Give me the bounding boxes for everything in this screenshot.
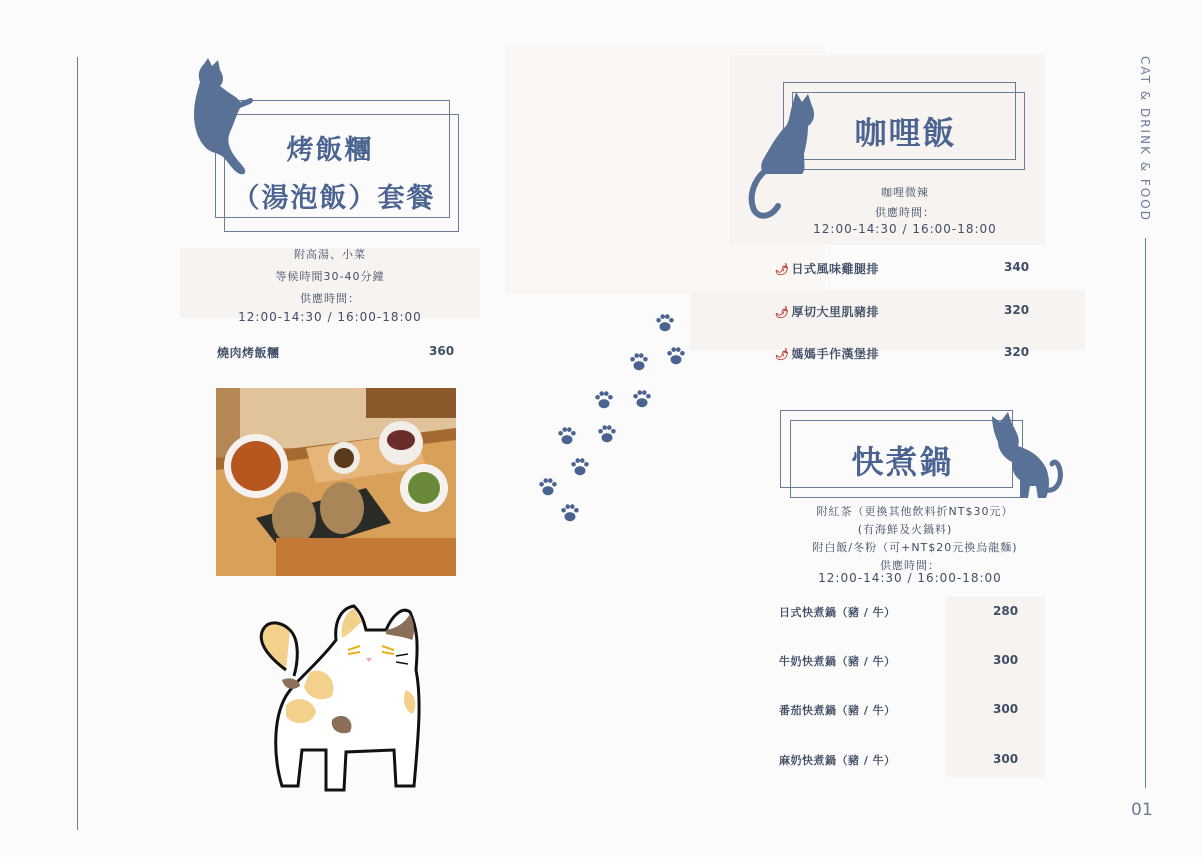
cat-silhouette-icon — [746, 92, 818, 220]
hotpot-info-line: 附紅茶（更換其他飲料折NT$30元） — [816, 505, 1014, 518]
rice-info-line: 12:00-14:30 / 16:00-18:00 — [238, 310, 422, 324]
right-border-line — [1145, 238, 1146, 788]
page-number: 01 — [1131, 800, 1153, 820]
menu-item-price: 280 — [993, 604, 1019, 618]
curry-title: 咖哩飯 — [854, 114, 957, 152]
menu-item-name: 牛奶快煮鍋（豬 / 牛） — [779, 655, 896, 668]
paw-print-icon — [654, 312, 676, 334]
calico-cat-illustration — [246, 600, 426, 800]
paw-print-icon — [596, 423, 618, 445]
paw-print-icon — [556, 425, 578, 447]
menu-item-price: 300 — [993, 653, 1019, 667]
hotpot-info-line: 供應時間： — [880, 559, 940, 572]
bg-block — [945, 597, 1045, 777]
rice-info-line: 附高湯、小菜 — [294, 248, 366, 261]
paw-print-icon — [665, 345, 687, 367]
rice-title-line2: （湯泡飯）套餐 — [232, 183, 436, 214]
rice-info-line: 等候時間30-40分鐘 — [275, 270, 385, 283]
menu-item-price: 300 — [993, 702, 1019, 716]
menu-item-name: 麻奶快煮鍋（豬 / 牛） — [779, 754, 896, 767]
menu-item-name — [775, 345, 879, 362]
curry-info-line: 12:00-14:30 / 16:00-18:00 — [813, 222, 997, 236]
menu-item-label: 媽媽手作漢堡排 — [791, 347, 879, 361]
hotpot-info-line: 12:00-14:30 / 16:00-18:00 — [818, 571, 1002, 585]
hotpot-info-line: 附白飯/冬粉（可+NT$20元換烏龍麵) — [812, 541, 1018, 554]
menu-item-price: 320 — [1004, 303, 1030, 317]
chili-pepper-icon: 🌶 — [775, 348, 790, 361]
menu-item-price: 300 — [993, 752, 1019, 766]
bg-block — [690, 290, 1085, 350]
menu-item-name — [775, 303, 879, 320]
food-photo — [216, 388, 456, 576]
paw-print-icon — [628, 351, 650, 373]
hotpot-title: 快煮鍋 — [851, 443, 954, 481]
chili-pepper-icon: 🌶 — [775, 263, 790, 276]
paw-print-icon — [631, 388, 653, 410]
paw-print-icon — [569, 456, 591, 478]
rice-info-line: 供應時間： — [300, 292, 360, 305]
curry-info-line: 供應時間： — [875, 206, 935, 219]
menu-item-price: 320 — [1004, 345, 1030, 359]
menu-item-name — [775, 260, 879, 277]
side-label: CAT & DRINK & FOOD — [1138, 56, 1152, 222]
menu-item-label: 日式風味雞腿排 — [791, 262, 879, 276]
curry-info-line: 咖哩微辣 — [881, 186, 929, 199]
chili-pepper-icon: 🌶 — [775, 306, 790, 319]
paw-print-icon — [593, 389, 615, 411]
menu-item-name: 日式快煮鍋（豬 / 牛） — [779, 606, 896, 619]
paw-print-icon — [537, 476, 559, 498]
rice-title-line1: 烤飯糰 — [286, 135, 374, 166]
cat-silhouette-icon — [990, 410, 1068, 500]
menu-item-name: 番茄快煮鍋（豬 / 牛） — [779, 704, 896, 717]
menu-item-price: 360 — [429, 344, 455, 358]
menu-item-price: 340 — [1004, 260, 1030, 274]
menu-item-label: 厚切大里肌豬排 — [791, 305, 879, 319]
left-border-line — [77, 57, 78, 830]
menu-item-name: 燒肉烤飯糰 — [217, 346, 280, 360]
paw-print-icon — [559, 502, 581, 524]
hotpot-info-line: (有海鮮及火鍋料) — [857, 523, 953, 536]
cat-silhouette-icon — [190, 58, 260, 176]
